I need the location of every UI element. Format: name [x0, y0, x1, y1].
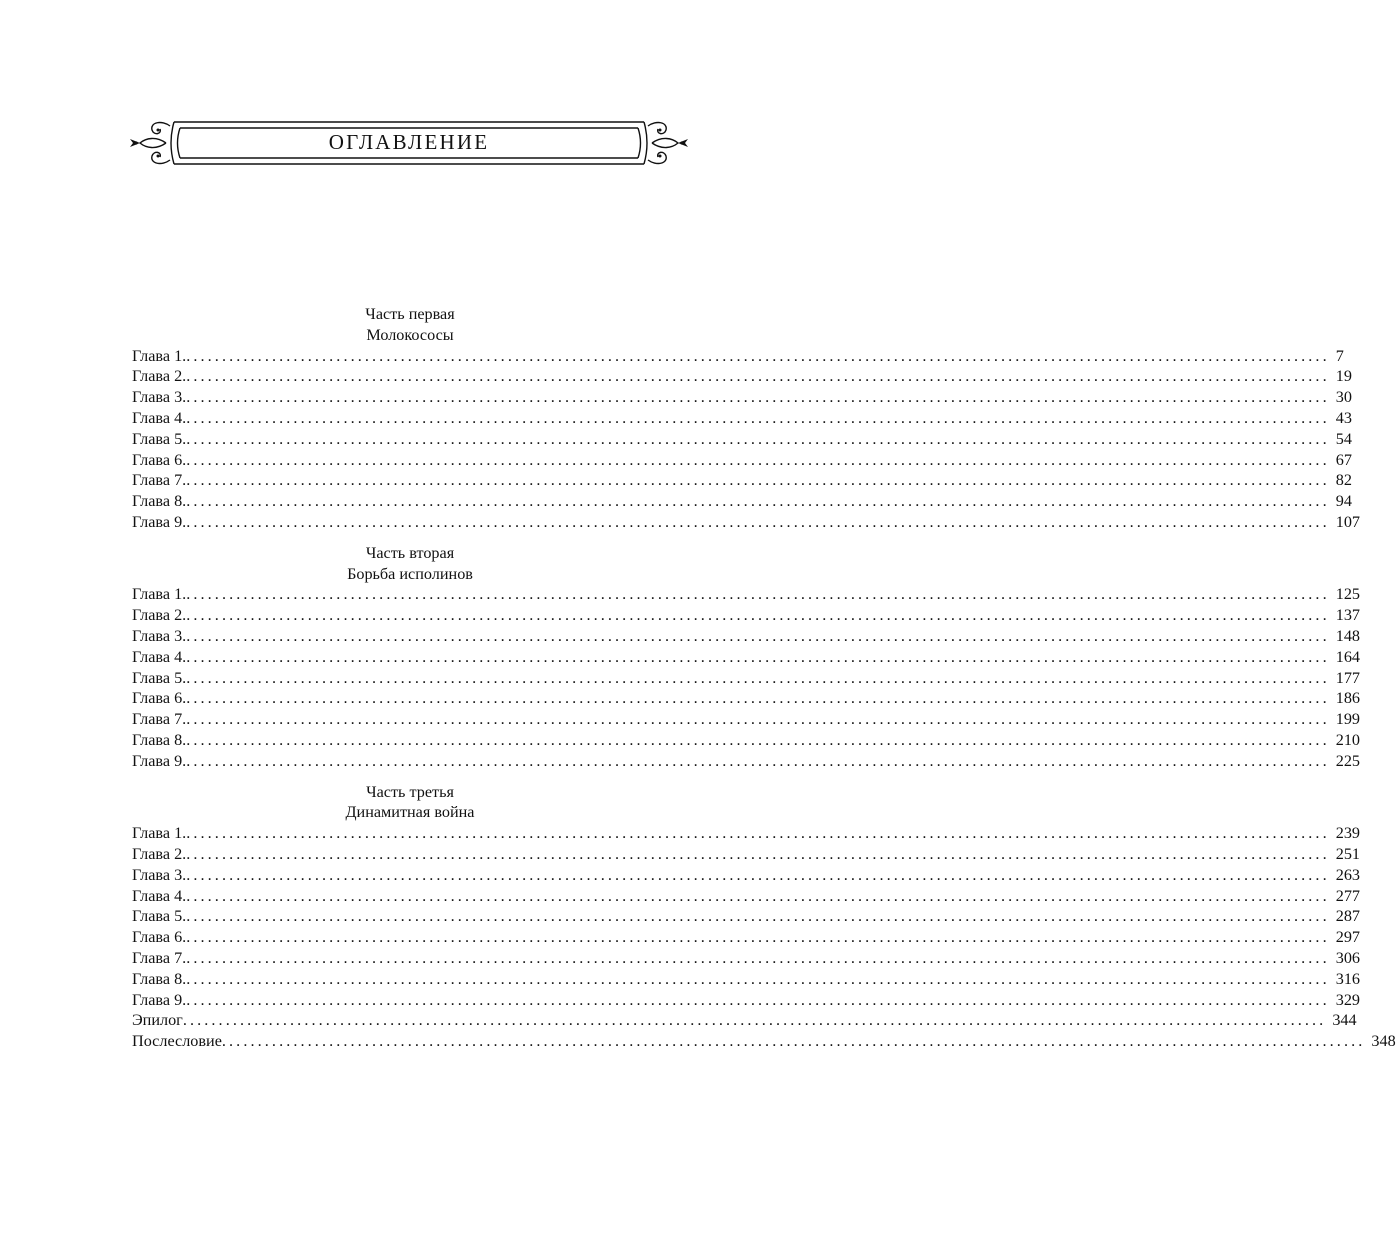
toc-entry-page: 225 [1335, 751, 1360, 770]
dot-leader: ................................................................................................................................................................ [186, 751, 1330, 770]
toc-entry-label: Эпилог [132, 1011, 183, 1030]
toc-entry [132, 584, 1360, 605]
toc-entry [132, 906, 1360, 927]
toc-entry-page: 199 [1335, 710, 1360, 729]
toc-entry-page: 287 [1335, 907, 1360, 926]
title-frame [126, 118, 692, 168]
toc-entry-label: Глава 1. [132, 346, 187, 365]
dot-leader: ................................................................................................................................................................ [186, 450, 1330, 469]
toc-entry-page: 210 [1335, 730, 1360, 749]
dot-leader: ................................................................................................................................................................ [186, 907, 1330, 926]
toc-entry [132, 823, 1360, 844]
dot-leader: ................................................................................................................................................................ [186, 844, 1330, 863]
dot-leader: ................................................................................................................................................................ [186, 647, 1330, 666]
toc-entry-label: Глава 6. [132, 689, 187, 708]
toc-entry-label: Глава 2. [132, 844, 187, 863]
toc-entry-page: 277 [1335, 886, 1360, 905]
toc-entry-label: Глава 4. [132, 886, 187, 905]
toc-entry-page: 94 [1335, 492, 1352, 511]
toc-entry-label: Глава 5. [132, 668, 187, 687]
dot-leader: ................................................................................................................................................................ [186, 865, 1330, 884]
toc-entry [132, 408, 1352, 429]
page-title: ОГЛАВЛЕНИЕ [328, 130, 490, 154]
toc-entry-page: 316 [1335, 969, 1360, 988]
toc-entry [132, 865, 1360, 886]
toc-entry-label: Глава 5. [132, 429, 187, 448]
toc-part [132, 782, 1396, 1052]
dot-leader: ................................................................................................................................................................ [186, 969, 1330, 988]
toc-entry-page: 30 [1335, 388, 1352, 407]
toc-entry-page: 137 [1335, 606, 1360, 625]
toc-entry-page: 164 [1335, 647, 1360, 666]
toc-entry [132, 990, 1360, 1011]
toc-entry [132, 512, 1360, 533]
dot-leader: ................................................................................................................................................................ [186, 928, 1330, 947]
toc-entry-page: 297 [1335, 928, 1360, 947]
toc-entry [132, 709, 1360, 730]
dot-leader: ................................................................................................................................................................ [186, 492, 1330, 511]
toc-entry-page: 263 [1335, 865, 1360, 884]
dot-leader: ................................................................................................................................................................ [186, 512, 1330, 531]
toc-entry-page: 67 [1335, 450, 1352, 469]
toc-entry-page: 43 [1335, 408, 1352, 427]
toc-entry-label: Глава 7. [132, 710, 187, 729]
dot-leader: ................................................................................................................................................................ [186, 990, 1330, 1009]
toc-entry-label: Глава 1. [132, 585, 187, 604]
toc-entry-label: Глава 9. [132, 990, 187, 1009]
toc-entry-page: 54 [1335, 429, 1352, 448]
part-heading: Часть третья [366, 782, 454, 801]
dot-leader: ................................................................................................................................................................ [186, 824, 1330, 843]
part-heading: Часть вторая [365, 543, 455, 562]
dot-leader: ................................................................................................................................................................ [186, 388, 1330, 407]
toc-entry-label: Глава 8. [132, 730, 187, 749]
toc-entry [132, 927, 1360, 948]
toc-entry [132, 366, 1352, 387]
dot-leader: ................................................................................................................................................................ [186, 346, 1330, 365]
toc-entry-page: 329 [1335, 990, 1360, 1009]
dot-leader: ................................................................................................................................................................ [186, 626, 1330, 645]
dot-leader: ................................................................................................................................................................ [186, 886, 1330, 905]
toc-entry [132, 346, 1344, 367]
toc-entry [132, 626, 1360, 647]
part-subheading: Молокососы [366, 325, 454, 344]
toc-entry-label: Глава 8. [132, 492, 187, 511]
toc-entry-label: Глава 1. [132, 824, 187, 843]
toc-entry-page: 107 [1335, 512, 1360, 531]
toc-entry-label: Глава 7. [132, 948, 187, 967]
toc-entry-page: 177 [1335, 668, 1360, 687]
dot-leader: ................................................................................................................................................................ [182, 1011, 1327, 1030]
toc-entry-page: 7 [1335, 346, 1344, 365]
toc-entry [132, 605, 1360, 626]
toc-entry [132, 844, 1360, 865]
part-subheading: Борьба исполинов [347, 564, 473, 583]
part-subheading: Динамитная война [345, 803, 475, 822]
toc-entry-label: Глава 6. [132, 450, 187, 469]
toc-part [132, 304, 1360, 533]
dot-leader: ................................................................................................................................................................ [186, 429, 1330, 448]
toc-entry [132, 450, 1352, 471]
toc-entry-page: 186 [1335, 689, 1360, 708]
dot-leader: ................................................................................................................................................................ [186, 730, 1330, 749]
toc-entry [132, 730, 1360, 751]
toc-entry-page: 251 [1335, 844, 1360, 863]
toc-entry-page: 344 [1332, 1011, 1357, 1030]
toc-entry [132, 491, 1352, 512]
toc-entry [132, 948, 1360, 969]
toc-entry [132, 688, 1360, 709]
toc-entry-label: Послесловие [132, 1032, 222, 1051]
toc-entry-label: Глава 4. [132, 408, 187, 427]
toc-entry-page: 348 [1371, 1032, 1396, 1051]
toc-entry [132, 429, 1352, 450]
table-of-contents [132, 304, 1396, 1052]
part-heading: Часть первая [365, 305, 455, 323]
toc-entry [132, 886, 1360, 907]
toc-entry [132, 668, 1360, 689]
toc-entry-label: Глава 6. [132, 928, 187, 947]
dot-leader: ................................................................................................................................................................ [186, 606, 1330, 625]
dot-leader: ................................................................................................................................................................ [186, 668, 1330, 687]
toc-entry-page: 239 [1335, 824, 1360, 843]
toc-entry [132, 387, 1352, 408]
dot-leader: ................................................................................................................................................................ [186, 689, 1330, 708]
toc-entry [132, 1010, 1357, 1031]
toc-entry [132, 470, 1352, 491]
toc-entry-page: 82 [1335, 471, 1352, 490]
toc-entry-label: Глава 7. [132, 471, 187, 490]
toc-entry [132, 751, 1360, 772]
toc-entry-label: Глава 3. [132, 388, 187, 407]
toc-entry [132, 969, 1360, 990]
toc-entry-label: Глава 3. [132, 865, 187, 884]
dot-leader: ................................................................................................................................................................ [186, 710, 1330, 729]
toc-entry-label: Глава 9. [132, 512, 187, 531]
toc-entry-page: 306 [1335, 948, 1360, 967]
dot-leader: ................................................................................................................................................................ [186, 367, 1330, 386]
dot-leader: ................................................................................................................................................................ [186, 585, 1330, 604]
dot-leader: ................................................................................................................................................................ [186, 471, 1330, 490]
toc-entry-label: Глава 3. [132, 626, 187, 645]
toc-entry [132, 1031, 1396, 1052]
dot-leader: ................................................................................................................................................................ [221, 1032, 1366, 1051]
toc-entry-label: Глава 2. [132, 367, 187, 386]
toc-entry-label: Глава 5. [132, 907, 187, 926]
toc-entry-label: Глава 8. [132, 969, 187, 988]
toc-entry-label: Глава 9. [132, 751, 187, 770]
toc-entry-page: 148 [1335, 626, 1360, 645]
dot-leader: ................................................................................................................................................................ [186, 948, 1330, 967]
toc-entry-page: 125 [1335, 585, 1360, 604]
toc-entry-label: Глава 2. [132, 606, 187, 625]
toc-part [132, 543, 1360, 772]
toc-entry-label: Глава 4. [132, 647, 187, 666]
dot-leader: ................................................................................................................................................................ [186, 408, 1330, 427]
toc-entry-page: 19 [1335, 367, 1352, 386]
toc-entry [132, 647, 1360, 668]
